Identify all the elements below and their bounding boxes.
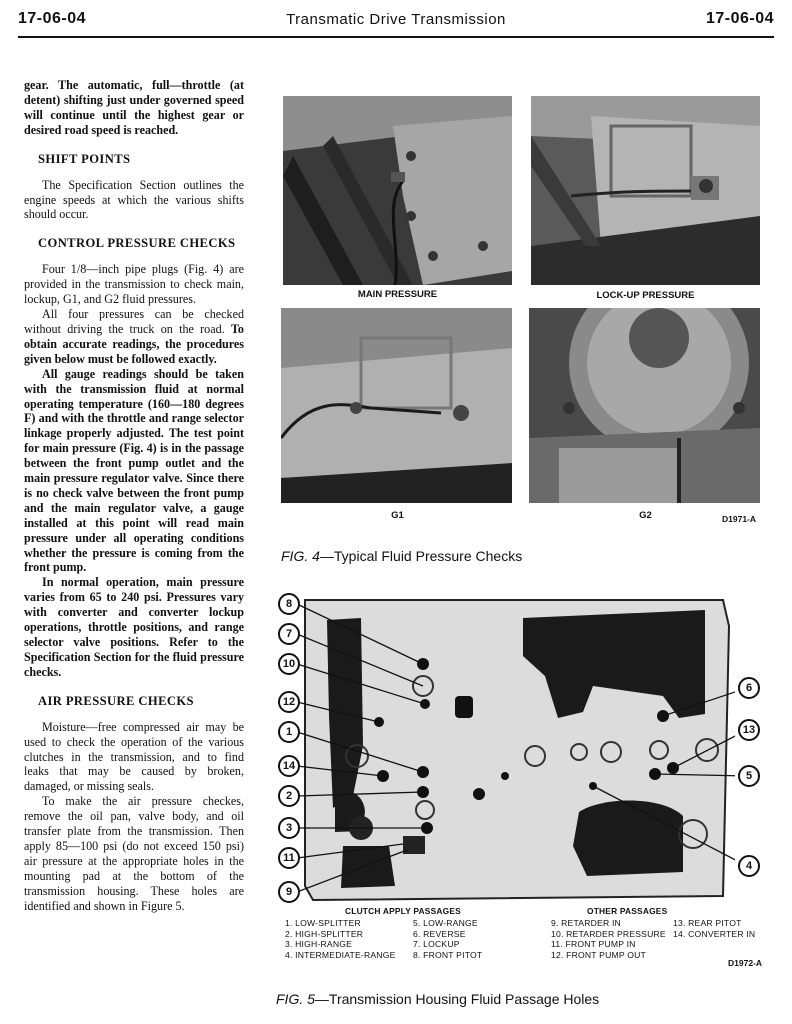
legend-col-1 bbox=[285, 918, 396, 960]
figure4-caption-text: —Typical Fluid Pressure Checks bbox=[319, 548, 523, 564]
paragraph-normal-operation: In normal operation, main pressure varies from 65 to 240 psi. Pressures vary with converter and converter lockup operations, throttle positions, and range selector valve positions. Refer to the Specification Section for the fluid pressure checks. bbox=[24, 575, 244, 679]
legend-item: 8. FRONT PITOT bbox=[413, 949, 483, 960]
legend-item: 6. REVERSE bbox=[413, 928, 466, 939]
page-number-right: 17-06-04 bbox=[705, 10, 774, 27]
figure4-caption-number: FIG. 4 bbox=[281, 548, 320, 564]
photo-g1-pressure bbox=[281, 308, 512, 503]
paragraph-four-pressures-b: To obtain accurate readings, the procedures given below must be followed exactly. bbox=[24, 321, 244, 366]
heading-shift-points: SHIFT POINTS bbox=[38, 151, 131, 166]
legend-item: 14. CONVERTER IN bbox=[673, 928, 756, 939]
legend-head-other: OTHER PASSAGES bbox=[587, 906, 668, 916]
legend-item: 12. FRONT PUMP OUT bbox=[551, 949, 646, 960]
paragraph-shift-points: The Specification Section outlines the engine speeds at which the various shifts should occur. bbox=[24, 177, 244, 222]
paragraph-four-pressures-a: All four pressures can be checked without driving the truck on the road. bbox=[24, 307, 244, 336]
legend-item: 10. RETARDER PRESSURE bbox=[551, 928, 666, 939]
photo-g2-pressure bbox=[529, 308, 760, 503]
callout-1: 1 bbox=[278, 721, 300, 743]
legend-item: 4. INTERMEDIATE-RANGE bbox=[285, 949, 396, 960]
photo-lockup-pressure bbox=[531, 96, 760, 285]
figure5-caption bbox=[276, 991, 599, 1007]
figure4-code: D1971-A bbox=[722, 514, 757, 524]
page-number-left: 17-06-04 bbox=[18, 10, 87, 27]
legend-item: 11. FRONT PUMP IN bbox=[551, 939, 636, 950]
legend-item: 1. LOW-SPLITTER bbox=[285, 918, 361, 928]
label-lockup-pressure: LOCK-UP PRESSURE bbox=[596, 290, 695, 301]
figure5-code: D1972-A bbox=[728, 958, 763, 968]
paragraph-compressed-air: Moisture—free compressed air may be used to check the operation of the various clutches in the transmission, and to find leaks that may be caused by broken, damaged, or missing seals. bbox=[24, 719, 244, 794]
label-g1-pressure: G1 bbox=[391, 510, 404, 521]
paragraph-air-checks: To make the air pressure checkes, remove the oil pan, valve body, and oil transfer plate from the transmission. Then apply 85—100 psi (do not exceed 150 psi) air pressure at the appropriate holes in the mounting pad at the bottom of the transmission housing. These holes are identified and shown in Figure 5. bbox=[24, 794, 244, 913]
photo-main-pressure bbox=[283, 96, 512, 285]
label-g2-pressure: G2 bbox=[639, 510, 652, 521]
callout-2: 2 bbox=[278, 785, 300, 807]
callout-4: 4 bbox=[738, 855, 760, 877]
callout-7: 7 bbox=[278, 623, 300, 645]
legend-col-4 bbox=[673, 918, 755, 939]
legend-item: 2. HIGH-SPLITTER bbox=[285, 928, 364, 939]
figure5-legend bbox=[285, 906, 765, 966]
page-header bbox=[18, 8, 774, 38]
legend-item: 9. RETARDER IN bbox=[551, 918, 621, 928]
callout-5: 5 bbox=[738, 765, 760, 787]
callout-14: 14 bbox=[278, 755, 300, 777]
paragraph-pipe-plugs: Four 1/8—inch pipe plugs (Fig. 4) are provided in the transmission to check main, lockup, G1, and G2 fluid pressures. bbox=[24, 262, 244, 307]
figure4-caption bbox=[281, 548, 522, 564]
legend-col-2 bbox=[413, 918, 482, 960]
figure5-caption-number: FIG. 5 bbox=[276, 991, 315, 1007]
paragraph-continuation: gear. The automatic, full—throttle (at detent) shifting just under governed speed will continue until the highest gear or desired road speed is reached. bbox=[24, 78, 244, 137]
legend-item: 5. LOW-RANGE bbox=[413, 918, 478, 928]
callout-3: 3 bbox=[278, 817, 300, 839]
paragraph-gauge-readings: All gauge readings should be taken with the transmission fluid at normal operating temperature (160—180 degrees F) and with the throttle and range selector linkage properly adjusted. The test point for main pressure (Fig. 4) is in the passage between the front pump outlet and the main pressure regulator valve. Since there is no check valve between the front pump and the main regulator valve, a gauge installed at this point will read main pressure under all operating conditions whether the pressure is coming from the front pump. bbox=[24, 366, 244, 575]
callout-9: 9 bbox=[278, 881, 300, 903]
heading-air-pressure: AIR PRESSURE CHECKS bbox=[38, 693, 194, 708]
legend-item: 13. REAR PITOT bbox=[673, 918, 742, 928]
label-main-pressure: MAIN PRESSURE bbox=[357, 289, 438, 300]
legend-col-3 bbox=[551, 918, 666, 960]
heading-control-pressure: CONTROL PRESSURE CHECKS bbox=[38, 236, 236, 251]
callout-13: 13 bbox=[738, 719, 760, 741]
page-title: Transmatic Drive Transmission bbox=[286, 11, 506, 28]
legend-item: 3. HIGH-RANGE bbox=[285, 939, 353, 950]
figure5-caption-text: —Transmission Housing Fluid Passage Holes bbox=[314, 991, 600, 1007]
callout-6: 6 bbox=[738, 677, 760, 699]
callout-8: 8 bbox=[278, 593, 300, 615]
paragraph-four-pressures bbox=[24, 307, 244, 367]
fluid-passage-diagram bbox=[283, 596, 735, 908]
legend-head-clutch: CLUTCH APPLY PASSAGES bbox=[345, 906, 461, 916]
callout-12: 12 bbox=[278, 691, 300, 713]
legend-item: 7. LOCKUP bbox=[413, 939, 460, 950]
callout-10: 10 bbox=[278, 653, 300, 675]
header-rule bbox=[18, 36, 774, 38]
callout-11: 11 bbox=[278, 847, 300, 869]
body-text-column bbox=[24, 78, 244, 914]
